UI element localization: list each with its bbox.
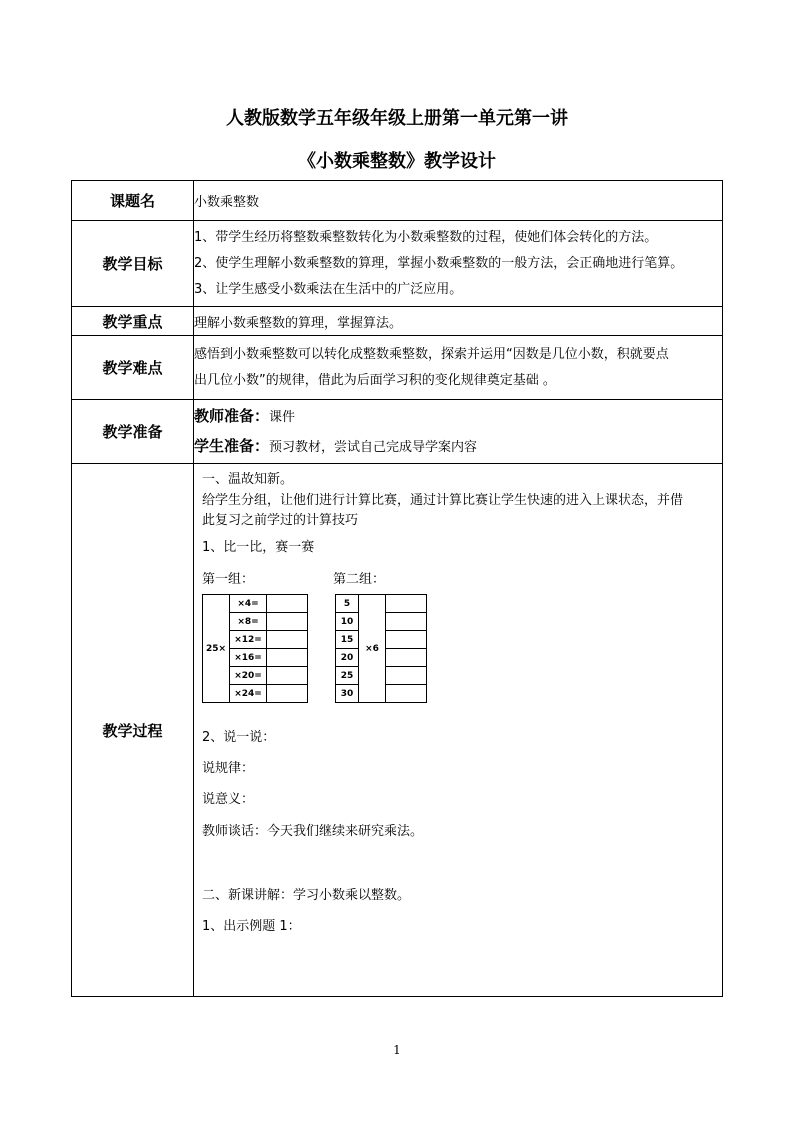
group2-number: 15 — [336, 631, 359, 649]
student-prep — [194, 432, 722, 462]
student-prep-label: 学生准备： — [194, 436, 270, 455]
row-topic — [72, 181, 723, 221]
group1-answer-cell[interactable] — [267, 613, 308, 631]
row-preparation — [72, 400, 723, 464]
group1-multiplicand: 25× — [203, 595, 230, 703]
row-process — [72, 464, 723, 997]
group1-multiplier: ×24= — [230, 685, 267, 703]
group1-multiplier: ×8= — [230, 613, 267, 631]
group1-grid — [202, 594, 308, 703]
objective-item: 2、使学生理解小数乘整数的算理，掌握小数乘整数的一般方法，会正确地进行笔算。 — [194, 255, 684, 271]
meaning-label: 说意义： — [202, 792, 255, 807]
label-objectives: 教学目标 — [72, 221, 194, 307]
difficulty-line: 感悟到小数乘整数可以转化成整数乘整数，探索并运用“因数是几位小数，积就要点 — [194, 346, 669, 362]
group1-multiplier: ×20= — [230, 667, 267, 685]
label-difficulties: 教学难点 — [72, 336, 194, 400]
label-preparation: 教学准备 — [72, 400, 194, 464]
group2-answer-cell[interactable] — [386, 685, 427, 703]
label-topic: 课题名 — [72, 181, 194, 221]
topic-content: 小数乘整数 — [194, 181, 723, 221]
page-number: 1 — [393, 1043, 401, 1057]
example-label: 1、出示例题 1： — [202, 919, 301, 934]
teacher-prep-value: 课件 — [269, 409, 296, 425]
group2-answer-cell[interactable] — [386, 631, 427, 649]
group2-multiplier: ×6 — [359, 595, 386, 703]
group1-answer-cell[interactable] — [267, 649, 308, 667]
game-title: 1、比一比，赛一赛 — [202, 540, 315, 555]
group1-answer-cell[interactable] — [267, 595, 308, 613]
review-heading: 一、温故知新。 — [202, 472, 294, 487]
row-difficulties — [72, 336, 723, 400]
group2-answer-cell[interactable] — [386, 649, 427, 667]
key-points-content: 理解小数乘整数的算理，掌握算法。 — [194, 307, 723, 336]
group1-multiplier: ×16= — [230, 649, 267, 667]
group1-answer-cell[interactable] — [267, 631, 308, 649]
process-content — [194, 464, 723, 997]
review-text-line: 给学生分组，让他们进行计算比赛，通过计算比赛让学生快速的进入上课状态，并借 — [202, 493, 684, 508]
group1-multiplier: ×4= — [230, 595, 267, 613]
rule-label: 说规律： — [202, 761, 255, 776]
student-prep-value: 预习教材，尝试自己完成导学案内容 — [269, 439, 478, 455]
document-title: 人教版数学五年级年级上册第一单元第一讲 — [226, 108, 568, 129]
review-text-line: 此复习之前学过的计算技巧 — [202, 513, 359, 528]
difficulties-content — [194, 336, 723, 400]
document-subtitle: 《小数乘整数》教学设计 — [298, 151, 496, 172]
teacher-prep — [194, 402, 722, 432]
difficulty-line: 出几位小数”的规律，借此为后面学习积的变化规律奠定基础 。 — [194, 372, 556, 388]
group2-number: 10 — [336, 613, 359, 631]
teacher-talk: 教师谈话：今天我们继续来研究乘法。 — [202, 824, 424, 839]
preparation-content — [194, 400, 723, 464]
objective-item: 3、让学生感受小数乘法在生活中的广泛应用。 — [194, 281, 463, 297]
group2-number: 20 — [336, 649, 359, 667]
group1-label: 第一组： — [202, 572, 255, 587]
label-process: 教学过程 — [72, 464, 194, 997]
group2-answer-cell[interactable] — [386, 667, 427, 685]
row-objectives — [72, 221, 723, 307]
new-lesson-heading: 二、新课讲解：学习小数乘以整数。 — [202, 888, 411, 903]
group2-number: 30 — [336, 685, 359, 703]
group2-number: 25 — [336, 667, 359, 685]
objective-item: 1、带学生经历将整数乘整数转化为小数乘整数的过程，使她们体会转化的方法。 — [194, 229, 658, 245]
objectives-content — [194, 221, 723, 307]
group1-multiplier: ×12= — [230, 631, 267, 649]
row-key-points — [72, 307, 723, 336]
group2-answer-cell[interactable] — [386, 613, 427, 631]
group2-number: 5 — [336, 595, 359, 613]
group1-answer-cell[interactable] — [267, 685, 308, 703]
group2-answer-cell[interactable] — [386, 595, 427, 613]
lesson-plan-table — [71, 180, 723, 997]
group1-answer-cell[interactable] — [267, 667, 308, 685]
group2-grid — [335, 594, 427, 703]
label-key-points: 教学重点 — [72, 307, 194, 336]
group2-label: 第二组： — [333, 572, 386, 587]
talk-title: 2、说一说： — [202, 730, 276, 745]
teacher-prep-label: 教师准备： — [194, 406, 270, 425]
